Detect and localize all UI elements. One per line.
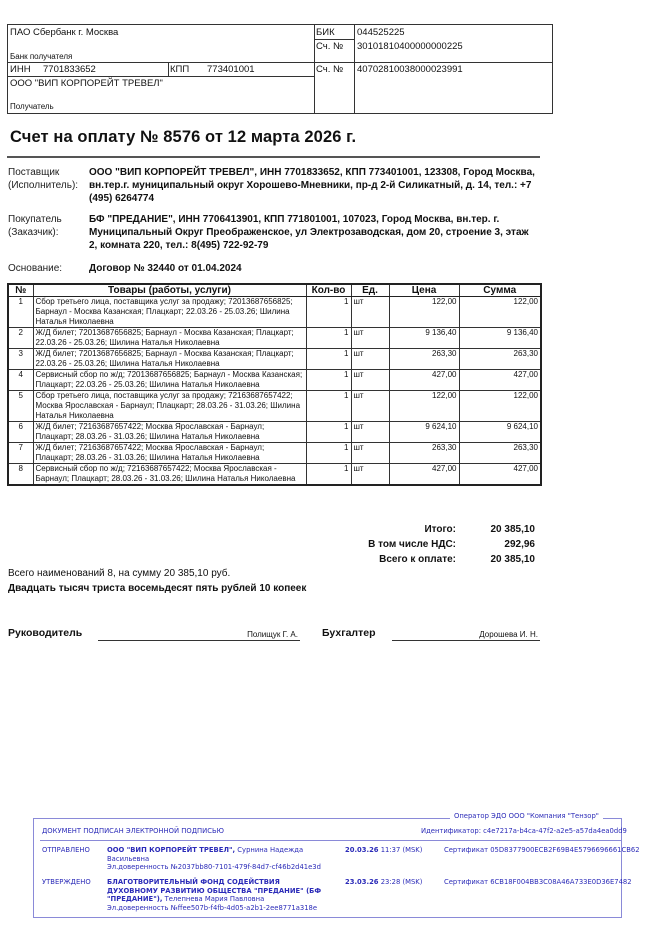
row-quantity: 1 bbox=[306, 391, 351, 422]
row-sum: 263,30 bbox=[459, 349, 541, 370]
row-unit: шт bbox=[351, 349, 389, 370]
row-sum: 9 624,10 bbox=[459, 422, 541, 443]
supplier-label bbox=[8, 166, 78, 192]
row-price: 263,30 bbox=[389, 349, 459, 370]
corr-account-value: 30101810400000000225 bbox=[357, 41, 463, 52]
row-goods: Сбор третьего лица, поставщика услуг за продажу; 72163687657422; Москва Ярославская - Барнаул; Плацкарт; 28.03.26 - 31.03.26; Шилина Наталья Николаевна bbox=[33, 391, 306, 422]
approved-certificate: Сертификат 6CB18F004BB3C08A46A733E0D36E7482 bbox=[444, 878, 632, 886]
items-count-summary: Всего наименований 8, на сумму 20 385,10 руб. bbox=[8, 568, 231, 579]
row-unit: шт bbox=[351, 464, 389, 486]
sent-person-line2: Васильевна bbox=[107, 854, 150, 863]
row-goods: Ж/Д билет; 72163687657422; Москва Ярославская - Барнаул; Плацкарт; 28.03.26 - 31.03.26; Шилина Наталья Николаевна bbox=[33, 422, 306, 443]
edo-divider bbox=[40, 840, 621, 841]
row-goods: Сбор третьего лица, поставщика услуг за продажу; 72013687656825; Барнаул - Москва Казанская; Плацкарт; 22.03.26 - 25.03.26; Шилина Наталья Николаевна bbox=[33, 297, 306, 328]
accountant-signature-line bbox=[392, 640, 540, 641]
table-row bbox=[8, 297, 541, 328]
sent-status: ОТПРАВЛЕНО bbox=[42, 846, 90, 854]
approved-datetime bbox=[345, 878, 422, 887]
row-price: 9 624,10 bbox=[389, 422, 459, 443]
director-signature-line bbox=[98, 640, 300, 641]
table-row bbox=[8, 443, 541, 464]
accountant-label: Бухгалтер bbox=[322, 627, 376, 639]
row-quantity: 1 bbox=[306, 422, 351, 443]
sent-datetime bbox=[345, 846, 422, 855]
row-number: 2 bbox=[8, 328, 33, 349]
row-unit: шт bbox=[351, 422, 389, 443]
buyer-label bbox=[8, 213, 62, 239]
sent-signer bbox=[107, 846, 303, 855]
due-label: Всего к оплате: bbox=[379, 554, 456, 565]
bik-value: 044525225 bbox=[357, 27, 405, 38]
buyer-label-line1: Покупатель bbox=[8, 214, 62, 225]
edo-identifier: Идентификатор: c4e7217a-b4ca-47f2-a2e5-a57da4ea0dd9 bbox=[421, 827, 627, 835]
amount-in-words: Двадцать тысяч триста восемьдесят пять рублей 10 копеек bbox=[8, 583, 307, 594]
director-name: Полищук Г. А. bbox=[247, 630, 298, 639]
approved-signer bbox=[107, 895, 264, 904]
row-number: 4 bbox=[8, 370, 33, 391]
col-header-sum: Сумма bbox=[459, 284, 541, 297]
total-label: Итого: bbox=[424, 524, 456, 535]
row-sum: 263,30 bbox=[459, 443, 541, 464]
row-price: 9 136,40 bbox=[389, 328, 459, 349]
sent-date: 20.03.26 bbox=[345, 846, 379, 854]
divider bbox=[314, 39, 354, 40]
row-quantity: 1 bbox=[306, 328, 351, 349]
row-sum: 122,00 bbox=[459, 297, 541, 328]
row-number: 8 bbox=[8, 464, 33, 486]
row-price: 122,00 bbox=[389, 297, 459, 328]
row-unit: шт bbox=[351, 370, 389, 391]
row-price: 263,30 bbox=[389, 443, 459, 464]
approved-org-line1: БЛАГОТВОРИТЕЛЬНЫЙ ФОНД СОДЕЙСТВИЯ bbox=[107, 878, 280, 886]
col-header-goods: Товары (работы, услуги) bbox=[33, 284, 306, 297]
row-quantity: 1 bbox=[306, 443, 351, 464]
bik-label: БИК bbox=[316, 27, 335, 38]
recipient-caption: Получатель bbox=[10, 102, 54, 111]
row-price: 427,00 bbox=[389, 464, 459, 486]
sent-certificate: Сертификат 05D8377900ECB2F69B4E5796696661CB62 bbox=[444, 846, 640, 854]
due-value: 20 385,10 bbox=[490, 554, 535, 565]
table-row bbox=[8, 370, 541, 391]
recipient-name: ООО "ВИП КОРПОРЕЙТ ТРЕВЕЛ" bbox=[10, 78, 163, 89]
basis-label: Основание: bbox=[8, 263, 63, 274]
row-sum: 427,00 bbox=[459, 370, 541, 391]
basis-text: Договор № 32440 от 01.04.2024 bbox=[89, 263, 242, 274]
row-number: 3 bbox=[8, 349, 33, 370]
supplier-label-line1: Поставщик bbox=[8, 167, 60, 178]
row-goods: Сервисный сбор по ж/д; 72013687656825; Барнаул - Москва Казанская; Плацкарт; 22.03.26 - 25.03.26; Шилина Наталья Николаевна bbox=[33, 370, 306, 391]
row-price: 427,00 bbox=[389, 370, 459, 391]
row-number: 6 bbox=[8, 422, 33, 443]
invoice-title: Счет на оплату № 8576 от 12 марта 2026 г. bbox=[10, 128, 357, 146]
sent-time: 11:37 (MSK) bbox=[380, 846, 423, 854]
col-header-unit: Ед. bbox=[351, 284, 389, 297]
buyer-label-line2: (Заказчик): bbox=[8, 227, 59, 238]
total-value: 20 385,10 bbox=[490, 524, 535, 535]
col-header-quantity: Кол-во bbox=[306, 284, 351, 297]
row-goods: Ж/Д билет; 72013687656825; Барнаул - Москва Казанская; Плацкарт; 22.03.26 - 25.03.26; Шилина Наталья Николаевна bbox=[33, 328, 306, 349]
supplier-label-line2: (Исполнитель): bbox=[8, 180, 79, 191]
row-unit: шт bbox=[351, 328, 389, 349]
vat-label: В том числе НДС: bbox=[368, 539, 456, 550]
bank-name: ПАО Сбербанк г. Москва bbox=[10, 27, 119, 38]
approved-org-line3: "ПРЕДАНИЕ"), bbox=[107, 895, 163, 903]
row-quantity: 1 bbox=[306, 370, 351, 391]
row-quantity: 1 bbox=[306, 297, 351, 328]
divider bbox=[8, 62, 552, 63]
items-header-row bbox=[8, 284, 541, 297]
row-sum: 9 136,40 bbox=[459, 328, 541, 349]
row-sum: 427,00 bbox=[459, 464, 541, 486]
row-quantity: 1 bbox=[306, 464, 351, 486]
row-unit: шт bbox=[351, 297, 389, 328]
row-price: 122,00 bbox=[389, 391, 459, 422]
approved-power-of-attorney: Эл.доверенность №ffee507b-f4fb-4d05-a2b1-2ee8771a318e bbox=[107, 903, 318, 912]
approved-status: УТВЕРЖДЕНО bbox=[42, 878, 91, 886]
accountant-name: Дорошева И. Н. bbox=[479, 630, 538, 639]
director-label: Руководитель bbox=[8, 627, 83, 639]
row-goods: Ж/Д билет; 72013687656825; Барнаул - Москва Казанская; Плацкарт; 22.03.26 - 25.03.26; Шилина Наталья Николаевна bbox=[33, 349, 306, 370]
row-number: 7 bbox=[8, 443, 33, 464]
row-number: 5 bbox=[8, 391, 33, 422]
title-divider bbox=[7, 156, 540, 158]
bank-details-table bbox=[7, 24, 553, 114]
row-number: 1 bbox=[8, 297, 33, 328]
account-label: Сч. № bbox=[316, 64, 344, 75]
row-sum: 122,00 bbox=[459, 391, 541, 422]
kpp-value: 773401001 bbox=[207, 64, 255, 75]
approved-org-line2: ДУХОВНОМУ РАЗВИТИЮ ОБЩЕСТВА "ПРЕДАНИЕ" (БФ bbox=[107, 886, 322, 895]
row-quantity: 1 bbox=[306, 349, 351, 370]
edo-signature-stamp bbox=[33, 818, 640, 918]
row-goods: Сервисный сбор по ж/д; 72163687657422; Москва Ярославская - Барнаул; Плацкарт; 28.03.26 - 31.03.26; Шилина Наталья Николаевна bbox=[33, 464, 306, 486]
table-row bbox=[8, 328, 541, 349]
row-unit: шт bbox=[351, 443, 389, 464]
approved-date: 23.03.26 bbox=[345, 878, 379, 886]
sent-person: Сурнина Надежда bbox=[237, 846, 304, 854]
row-unit: шт bbox=[351, 391, 389, 422]
inn-label: ИНН bbox=[10, 64, 31, 75]
approved-time: 23:28 (MSK) bbox=[380, 878, 423, 886]
bank-caption: Банк получателя bbox=[10, 52, 73, 61]
items-table bbox=[7, 283, 542, 486]
inn-value: 7701833652 bbox=[43, 64, 96, 75]
corr-account-label: Сч. № bbox=[316, 41, 344, 52]
col-header-number: № bbox=[8, 284, 33, 297]
edo-operator: Оператор ЭДО ООО "Компания "Тензор" bbox=[450, 812, 603, 820]
sent-org: ООО "ВИП КОРПОРЕЙТ ТРЕВЕЛ", bbox=[107, 846, 236, 854]
vat-value: 292,96 bbox=[504, 539, 535, 550]
kpp-label: КПП bbox=[170, 64, 190, 75]
table-row bbox=[8, 349, 541, 370]
row-goods: Ж/Д билет; 72163687657422; Москва Ярославская - Барнаул; Плацкарт; 28.03.26 - 31.03.26; Шилина Наталья Николаевна bbox=[33, 443, 306, 464]
sent-power-of-attorney: Эл.доверенность №2037bb80-7101-479f-84d7-cf46b2d41e3d bbox=[107, 863, 321, 871]
table-row bbox=[8, 391, 541, 422]
account-value: 40702810038000023991 bbox=[357, 64, 463, 75]
divider bbox=[8, 76, 314, 77]
table-row bbox=[8, 422, 541, 443]
edo-heading: ДОКУМЕНТ ПОДПИСАН ЭЛЕКТРОННОЙ ПОДПИСЬЮ bbox=[42, 827, 224, 835]
col-header-price: Цена bbox=[389, 284, 459, 297]
buyer-details: БФ "ПРЕДАНИЕ", ИНН 7706413901, КПП 771801001, 107023, Город Москва, вн.тер. г. Муниципальный Округ Преображенское, ул Электрозаводская, дом 20, строение 3, этаж 2, комната 220, тел.: 8(495) 722-92-79 bbox=[89, 214, 529, 251]
approved-person: Телепнева Мария Павловна bbox=[164, 895, 265, 903]
supplier-details: ООО "ВИП КОРПОРЕЙТ ТРЕВЕЛ", ИНН 7701833652, КПП 773401001, 123308, Город Москва, вн.тер.г. муниципальный округ Хорошево-Мневники, пр-д 2-й Силикатный, д. 14, тел.: +7 (495) 6264774 bbox=[89, 167, 535, 204]
table-row bbox=[8, 464, 541, 486]
